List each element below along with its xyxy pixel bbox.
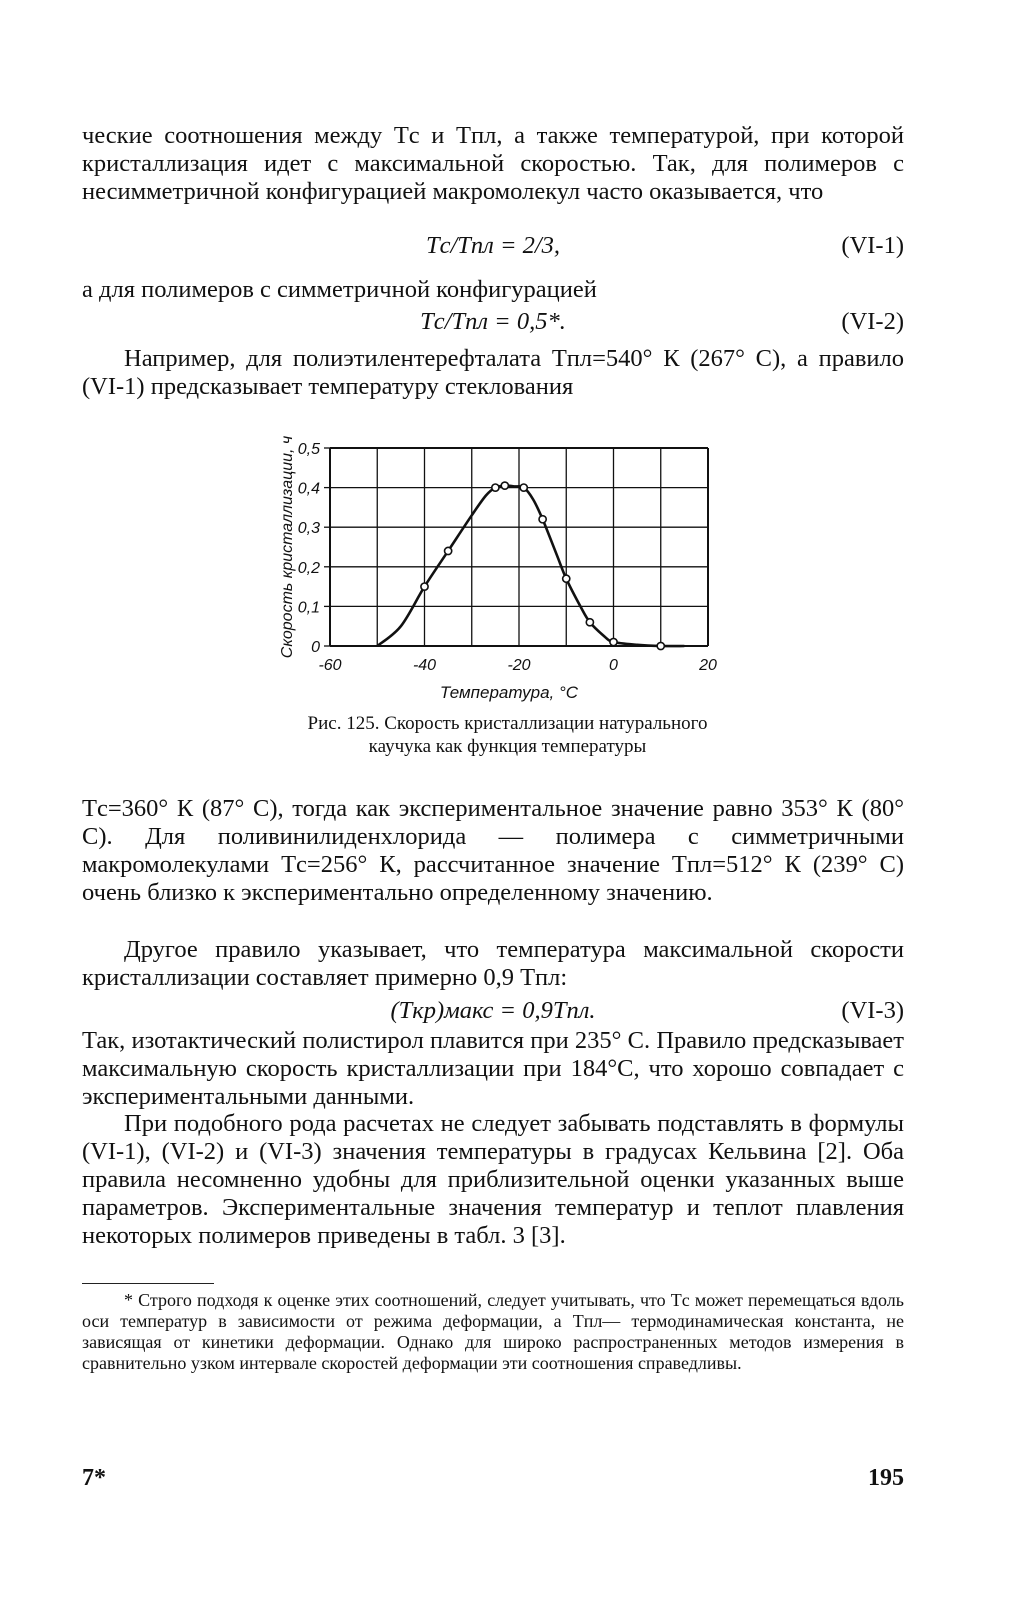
footnote: * Строго подходя к оценке этих соотношений, следует учитывать, что Tс может перемещаться вдоль оси температур в зависимости от режима деформации, а Tпл— термодинамическая константа, не зависящая от кинетики деформации. Однако для широко распространенных методов измерения в сравнительно узком интервале скоростей деформации эти соотношения справедливы. xyxy=(82,1290,904,1373)
y-tick-label: 0,2 xyxy=(297,559,320,577)
x-tick-label: -40 xyxy=(412,657,437,674)
formula-vi-2-expression: Tс/Tпл = 0,5*. xyxy=(420,308,566,335)
formula-vi-2 xyxy=(82,308,904,336)
paragraph-5 xyxy=(82,936,904,992)
page-number: 195 xyxy=(868,1465,904,1491)
data-point xyxy=(445,547,452,554)
paragraph-4-text: Tс=360° К (87° С), тогда как экспериментальное значение равно 353° К (80° С). Для поливинилиденхлорида — полимера с симметричными макромолекулами Tс=256° К, рассчитанное значение Tпл=512° К (239° С) очень близко к экспериментально определенному значению. xyxy=(82,795,904,906)
chart-grid xyxy=(324,448,708,646)
formula-vi-1-expression: Tс/Tпл = 2/3, xyxy=(425,232,561,259)
formula-vi-3 xyxy=(82,997,904,1025)
chart-data-points xyxy=(421,482,664,650)
paragraph-1-text: ческие соотношения между Tс и Tпл, а также температурой, при которой кристаллизация идет с максимальной скоростью. Так, для полимеров с несимметричной конфигурацией макромолекул часто оказывается, что xyxy=(82,122,904,205)
chart-tick-labels xyxy=(298,441,717,674)
formula-vi-1-number: (VI-1) xyxy=(841,232,904,259)
x-tick-label: -20 xyxy=(507,657,531,674)
formula-vi-1 xyxy=(82,232,904,260)
y-tick-label: 0,4 xyxy=(297,480,320,498)
paragraph-5-text: Другое правило указывает, что температура максимальной скорости кристаллизации составляет примерно 0,9 Tпл: xyxy=(82,936,904,991)
formula-vi-3-number: (VI-3) xyxy=(841,997,904,1024)
paragraph-4 xyxy=(82,795,904,907)
paragraph-6-text: Так, изотактический полистирол плавится при 235° С. Правило предсказывает максимальную скорость кристаллизации при 184°С, что хорошо совпадает с экспериментальными данными. xyxy=(82,1027,904,1110)
y-axis-label: Скорость кристаллизации, ч xyxy=(279,435,296,659)
x-tick-label: -60 xyxy=(318,657,342,674)
y-tick-label: 0,3 xyxy=(297,520,320,538)
data-point xyxy=(501,482,508,489)
crystallization-rate-chart xyxy=(270,430,740,710)
data-point xyxy=(539,516,546,523)
paragraph-2 xyxy=(82,276,904,304)
data-point xyxy=(563,575,570,582)
paragraph-6 xyxy=(82,1027,904,1111)
formula-vi-3-expression: (Tкр)макс = 0,9Tпл. xyxy=(390,997,596,1024)
data-point xyxy=(520,484,527,491)
signature-mark: 7* xyxy=(82,1465,106,1491)
y-tick-label: 0 xyxy=(311,639,320,656)
paragraph-7-text: При подобного рода расчетах не следует забывать подставлять в формулы (VI-1), (VI-2) и (VI-3) значения температуры в градусах Кельвина [2]. Оба правила несомненно удобны для приблизительной оценки указанных выше параметров. Экспериментальные значения температур и теплот плавления некоторых полимеров приведены в табл. 3 [3]. xyxy=(82,1110,904,1249)
paragraph-7 xyxy=(82,1110,904,1250)
formula-vi-2-number: (VI-2) xyxy=(841,308,904,335)
data-point xyxy=(586,619,593,626)
y-tick-label: 0,1 xyxy=(297,599,320,617)
figure-caption: Рис. 125. Скорость кристаллизации натурального каучука как функция температуры xyxy=(307,713,708,757)
x-tick-label: 0 xyxy=(609,657,618,674)
x-axis-label: Температура, °С xyxy=(439,683,579,702)
paragraph-3 xyxy=(82,345,904,401)
paragraph-1 xyxy=(82,122,904,206)
data-point xyxy=(421,583,428,590)
data-point xyxy=(657,642,664,649)
data-point xyxy=(492,484,499,491)
crystallization-curve xyxy=(377,486,684,647)
footnote-divider xyxy=(82,1283,214,1284)
paragraph-3-text: Например, для полиэтилентерефталата Tпл=540° К (267° С), а правило (VI-1) предсказывает температуру стеклования xyxy=(82,345,904,400)
y-tick-label: 0,5 xyxy=(297,441,320,458)
paragraph-2-text: а для полимеров с симметричной конфигурацией xyxy=(82,276,597,303)
x-tick-label: 20 xyxy=(699,657,717,674)
data-point xyxy=(610,638,617,645)
